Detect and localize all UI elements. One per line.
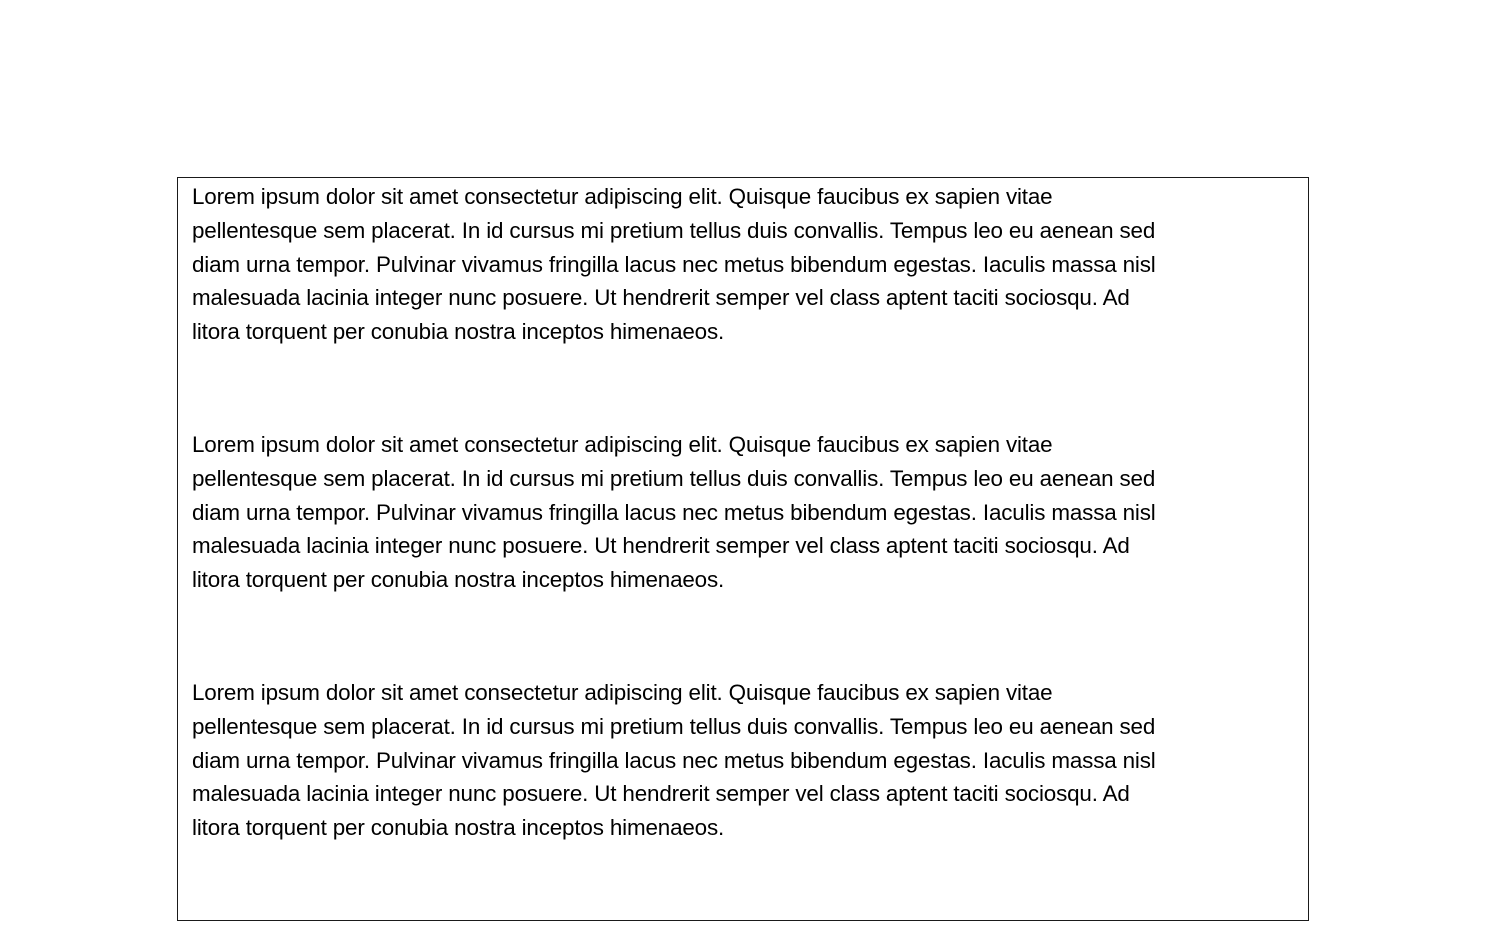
paragraph-line: diam urna tempor. Pulvinar vivamus fringilla lacus nec metus bibendum egestas. Iaculis massa nisl: [192, 499, 1156, 525]
paragraph-line: Lorem ipsum dolor sit amet consectetur adipiscing elit. Quisque faucibus ex sapien vitae: [192, 184, 1053, 209]
paragraph-line: Lorem ipsum dolor sit amet consectetur adipiscing elit. Quisque faucibus ex sapien vitae: [192, 680, 1053, 705]
paragraph-line: litora torquent per conubia nostra inceptos himenaeos.: [192, 567, 725, 593]
text-box[interactable]: [177, 177, 1309, 921]
paragraph-line: pellentesque sem placerat. In id cursus mi pretium tellus duis convallis. Tempus leo eu aenean sed: [192, 465, 1156, 491]
paragraph-1: [192, 180, 1298, 349]
paragraph-line: litora torquent per conubia nostra inceptos himenaeos.: [192, 815, 725, 841]
paragraph-line: diam urna tempor. Pulvinar vivamus fringilla lacus nec metus bibendum egestas. Iaculis massa nisl: [192, 747, 1156, 773]
paragraph-line: malesuada lacinia integer nunc posuere. Ut hendrerit semper vel class aptent taciti sociosqu. Ad: [192, 781, 1130, 807]
paragraph-line: malesuada lacinia integer nunc posuere. Ut hendrerit semper vel class aptent taciti sociosqu. Ad: [192, 285, 1130, 311]
paragraph-line: pellentesque sem placerat. In id cursus mi pretium tellus duis convallis. Tempus leo eu aenean sed: [192, 713, 1156, 739]
paragraph-3: [192, 676, 1298, 845]
paragraph-line: malesuada lacinia integer nunc posuere. Ut hendrerit semper vel class aptent taciti sociosqu. Ad: [192, 533, 1130, 559]
paragraph-line: litora torquent per conubia nostra inceptos himenaeos.: [192, 319, 725, 345]
paragraph-line: pellentesque sem placerat. In id cursus mi pretium tellus duis convallis. Tempus leo eu aenean sed: [192, 217, 1156, 243]
paragraph-line: diam urna tempor. Pulvinar vivamus fringilla lacus nec metus bibendum egestas. Iaculis massa nisl: [192, 251, 1156, 277]
paragraph-2: [192, 428, 1298, 597]
paragraph-line: Lorem ipsum dolor sit amet consectetur adipiscing elit. Quisque faucibus ex sapien vitae: [192, 432, 1053, 457]
